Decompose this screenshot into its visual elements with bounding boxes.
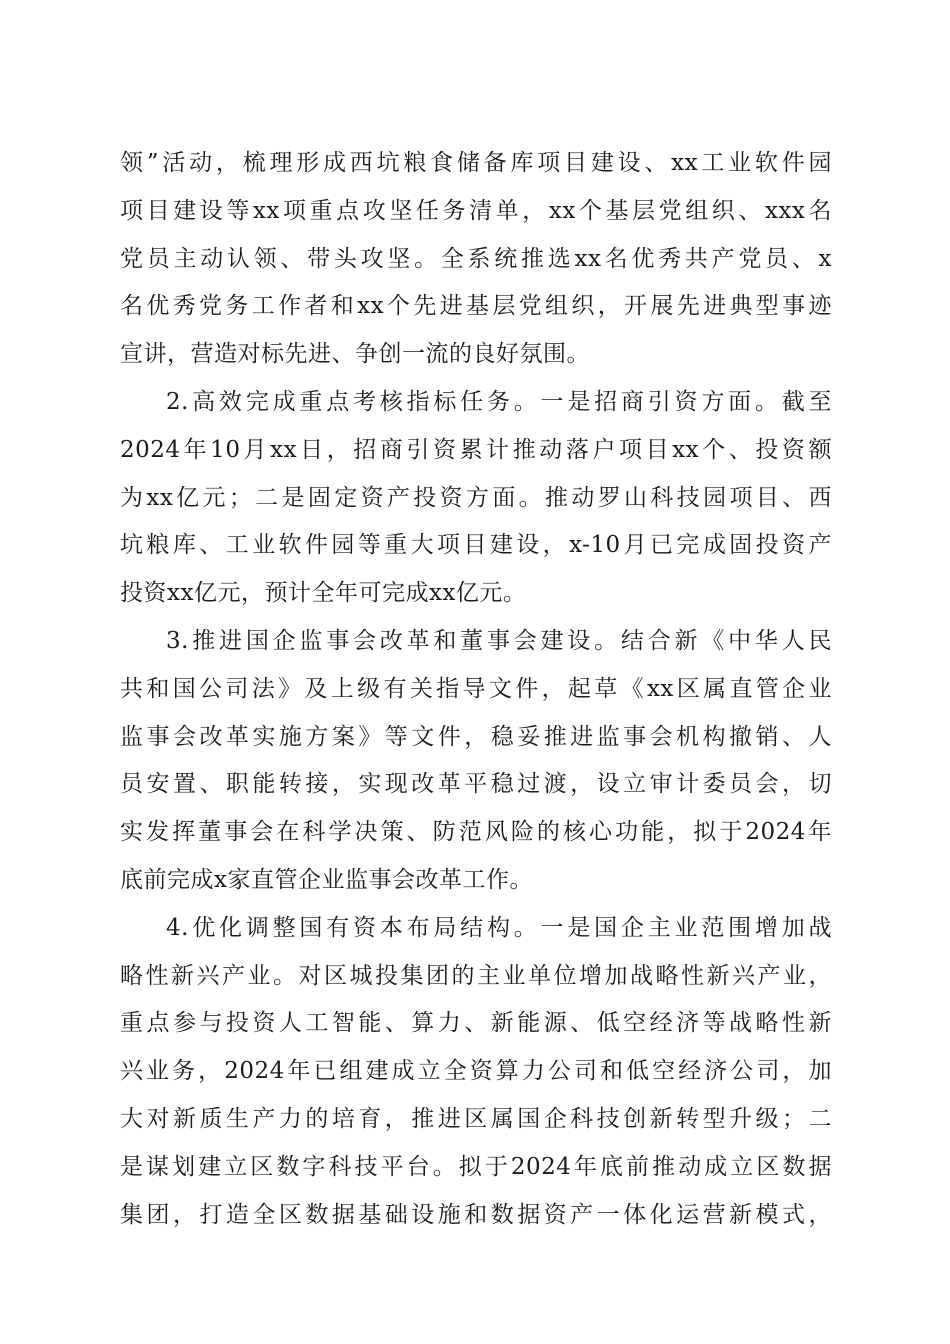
- text-line: 底前完成x家直管企业监事会改革工作。: [120, 866, 533, 893]
- text-line: 兴业务，2024年已组建成立全资算力公司和低空经济公司，加: [120, 1058, 832, 1085]
- text-line: 员安置、职能转接，实现改革平稳过渡，设立审计委员会，切: [120, 771, 832, 798]
- text-line: 2024年10月xx日，招商引资累计推动落户项目xx个、投资额: [120, 436, 832, 463]
- text-line: 重点参与投资人工智能、算力、新能源、低空经济等战略性新: [120, 1010, 832, 1037]
- section-heading-line: 4.优化调整国有资本布局结构。一是国企主业范围增加战: [166, 914, 832, 941]
- text-line: 略性新兴产业。对区城投集团的主业单位增加战略性新兴产业，: [120, 962, 832, 989]
- text-line: 监事会改革实施方案》等文件，稳妥推进监事会机构撤销、人: [120, 723, 832, 750]
- text-line: 是谋划建立区数字科技平台。拟于2024年底前推动成立区数据: [120, 1153, 832, 1180]
- section-heading-line: 3.推进国企监事会改革和董事会建设。结合新《中华人民: [166, 627, 832, 654]
- body-text: [120, 140, 832, 1239]
- section-heading-line: 2.高效完成重点考核指标任务。一是招商引资方面。截至: [166, 388, 832, 415]
- text-line: 领”活动，梳理形成西坑粮食储备库项目建设、xx工业软件园: [120, 150, 832, 176]
- text-line: 投资xx亿元，预计全年可完成xx亿元。: [120, 580, 527, 607]
- text-line: 宣讲，营造对标先进、争创一流的良好氛围。: [120, 341, 590, 368]
- text-line: 大对新质生产力的培育，推进区属国企科技创新转型升级；二: [120, 1105, 832, 1132]
- text-line: 实发挥董事会在科学决策、防范风险的核心功能，拟于2024年: [120, 819, 832, 846]
- text-line: 党员主动认领、带头攻坚。全系统推选xx名优秀共产党员、x: [120, 245, 832, 272]
- text-line: 集团，打造全区数据基础设施和数据资产一体化运营新模式，: [120, 1201, 832, 1228]
- text-line: 坑粮库、工业软件园等重大项目建设，x-10月已完成固投资产: [120, 532, 832, 559]
- text-line: 为xx亿元；二是固定资产投资方面。推动罗山科技园项目、西: [120, 484, 832, 511]
- text-line: 名优秀党务工作者和xx个先进基层党组织，开展先进典型事迹: [120, 293, 832, 320]
- text-line: 共和国公司法》及上级有关指导文件，起草《xx区属直管企业: [120, 675, 832, 702]
- text-line: 项目建设等xx项重点攻坚任务清单，xx个基层党组织、xxx名: [120, 197, 832, 224]
